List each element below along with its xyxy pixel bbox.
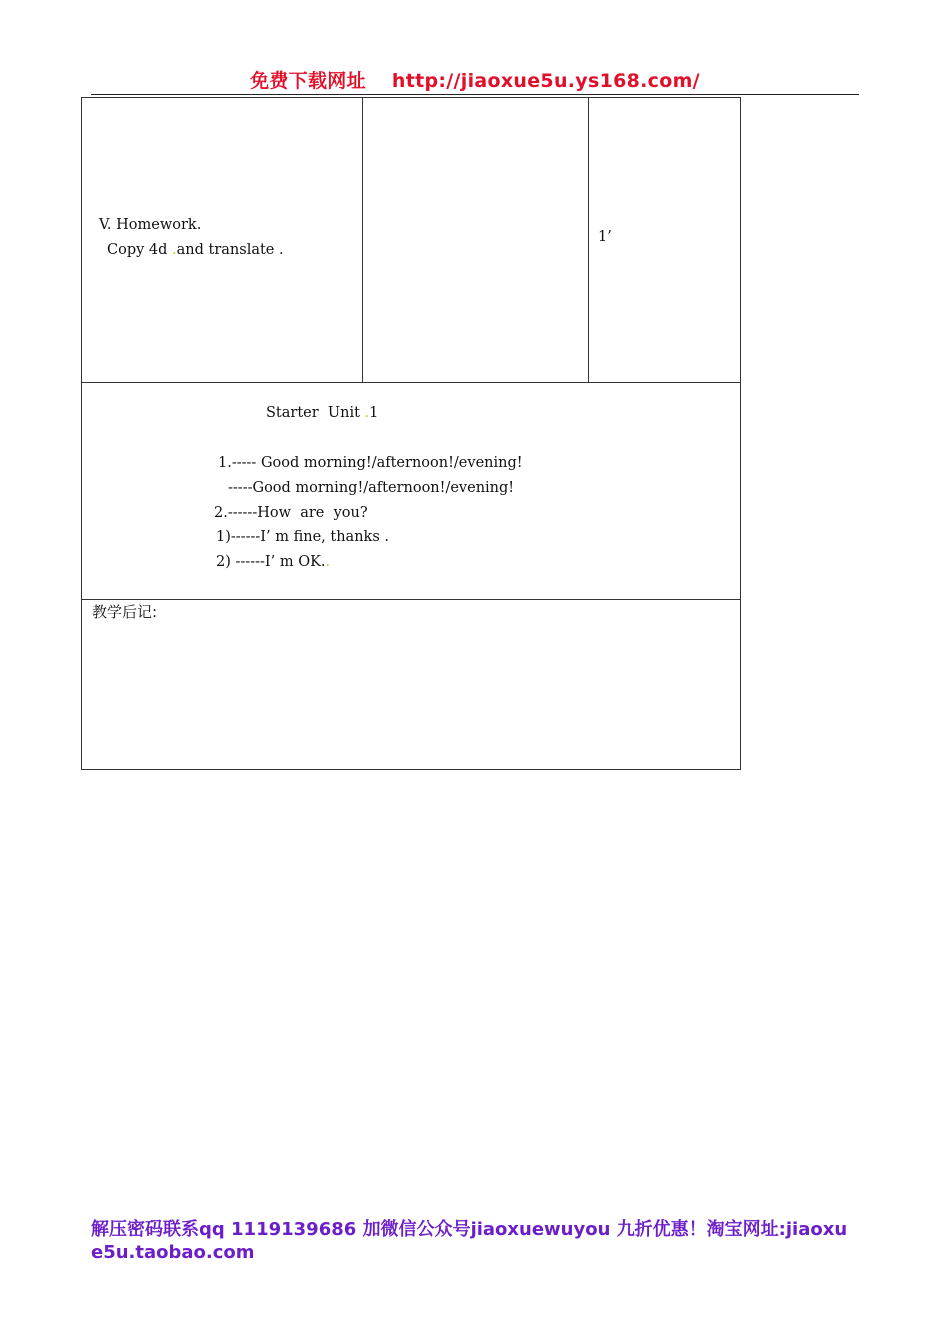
edit-mark: . — [325, 554, 331, 570]
header-divider — [91, 94, 859, 95]
homework-heading: V. Homework. — [99, 217, 202, 233]
footer-qq: qq 1119139686 — [199, 1219, 357, 1240]
footer-text-1: 解压密码联系 — [91, 1219, 199, 1240]
header-label: 免费下载网址 — [250, 70, 366, 92]
teaching-notes-label: 教学后记: — [92, 603, 158, 621]
column-divider-1 — [362, 98, 363, 383]
row-divider-2 — [82, 599, 740, 600]
footer-wechat: jiaoxuewuyou — [470, 1219, 611, 1240]
page-footer — [91, 1218, 851, 1264]
board-line-3: 2.------How are you? — [214, 505, 368, 521]
lesson-table — [81, 97, 741, 770]
homework-task: Copy 4d .and translate . — [107, 242, 284, 258]
footer-shop-link[interactable]: jiaoxue5u.taobao.com — [91, 1219, 848, 1263]
board-line-5: 2) ------I’ m OK.. — [216, 554, 331, 570]
column-divider-2 — [588, 98, 589, 383]
footer-text-2: 加微信公众号 — [362, 1219, 471, 1240]
edit-mark: . — [172, 242, 177, 258]
edit-mark: . — [364, 405, 370, 421]
time-value: 1’ — [598, 229, 612, 245]
board-line-4: 1)------I’ m fine, thanks . — [216, 529, 389, 545]
row-divider-1 — [82, 382, 740, 383]
header-url[interactable]: http://jiaoxue5u.ys168.com/ — [391, 70, 700, 92]
board-line-2: -----Good morning!/afternoon!/evening! — [228, 480, 515, 496]
page-header — [0, 66, 950, 93]
footer-text-3: 九折优惠！淘宝网址: — [616, 1219, 786, 1240]
board-title: Starter Unit .1 — [266, 405, 379, 421]
board-line-1: 1.----- Good morning!/afternoon!/evening! — [218, 455, 523, 471]
